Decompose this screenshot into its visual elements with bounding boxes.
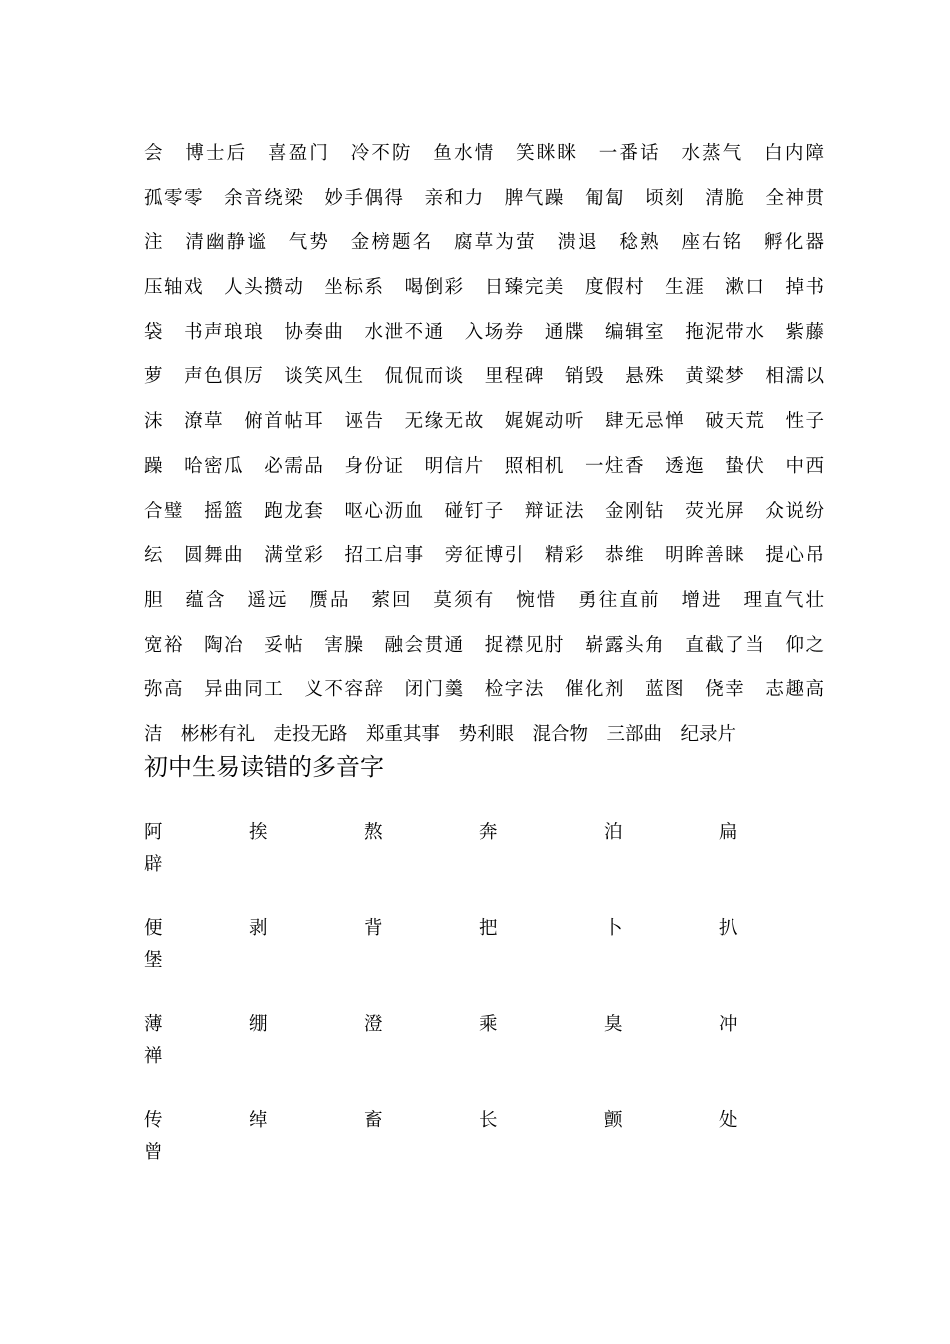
word-line: 躁 哈密瓜 必需品 身份证 明信片 照相机 一炷香 透迤 蛰伏 中西 xyxy=(144,455,824,477)
char-cell: 剥 xyxy=(249,918,268,939)
char-row-extra xyxy=(144,1138,824,1168)
word-line: 弥高 异曲同工 义不容辞 闭门羹 检字法 催化剂 蓝图 侥幸 志趣高 xyxy=(144,679,824,701)
char-cell: 臭 xyxy=(604,1014,623,1035)
char-cell: 绷 xyxy=(249,1014,268,1035)
char-cell: 扁 xyxy=(719,822,738,843)
word-line: 宽裕 陶冶 妥帖 害臊 融会贯通 捉襟见肘 崭露头角 直截了当 仰之 xyxy=(144,634,824,656)
char-group xyxy=(144,818,824,914)
char-cell: 卜 xyxy=(604,918,623,939)
char-cell: 冲 xyxy=(719,1014,738,1035)
word-line: 纭 圆舞曲 满堂彩 招工启事 旁征博引 精彩 恭维 明眸善睐 提心吊 xyxy=(144,545,824,567)
char-cell: 禅 xyxy=(144,1046,163,1067)
section-title: 初中生易读错的多音字 xyxy=(144,753,384,781)
char-cell: 便 xyxy=(144,918,163,939)
word-line: 压轴戏 人头攒动 坐标系 喝倒彩 日臻完美 度假村 生涯 漱口 掉书 xyxy=(144,277,824,299)
char-cell: 畜 xyxy=(364,1110,383,1131)
char-cell: 乘 xyxy=(479,1014,498,1035)
word-line: 会 博士后 喜盈门 冷不防 鱼水情 笑眯眯 一番话 水蒸气 白内障 xyxy=(144,143,824,164)
char-cell: 传 xyxy=(144,1110,163,1131)
char-group xyxy=(144,1106,824,1202)
char-cell: 把 xyxy=(479,918,498,939)
char-cell: 背 xyxy=(364,918,383,939)
char-row xyxy=(144,1106,824,1136)
word-line: 胆 蕴含 遥远 赝品 萦回 莫须有 惋惜 勇往直前 增进 理直气壮 xyxy=(144,589,824,611)
char-cell: 熬 xyxy=(364,822,383,843)
polyphonic-char-grid xyxy=(144,818,824,1202)
char-cell: 奔 xyxy=(479,822,498,843)
char-row xyxy=(144,1010,824,1040)
char-cell: 挨 xyxy=(249,822,268,843)
char-cell: 薄 xyxy=(144,1014,163,1035)
char-group xyxy=(144,1010,824,1106)
char-row xyxy=(144,818,824,848)
word-line: 合璧 摇篮 跑龙套 呕心沥血 碰钉子 辩证法 金刚钻 荧光屏 众说纷 xyxy=(144,500,824,522)
char-cell: 处 xyxy=(719,1110,738,1131)
char-row xyxy=(144,914,824,944)
char-cell: 澄 xyxy=(364,1014,383,1035)
char-cell: 绰 xyxy=(249,1110,268,1131)
char-group xyxy=(144,914,824,1010)
char-cell: 长 xyxy=(479,1110,498,1131)
char-cell: 颤 xyxy=(604,1110,623,1131)
char-row-extra xyxy=(144,850,824,880)
char-cell: 曾 xyxy=(144,1142,163,1163)
word-line: 萝 声色俱厉 谈笑风生 侃侃而谈 里程碑 销毁 悬殊 黄粱梦 相濡以 xyxy=(144,366,824,388)
word-line: 注 清幽静谧 气势 金榜题名 腐草为萤 溃退 稔熟 座右铭 孵化器 xyxy=(144,232,824,254)
char-cell: 泊 xyxy=(604,822,623,843)
word-line: 洁 彬彬有礼 走投无路 郑重其事 势利眼 混合物 三部曲 纪录片 xyxy=(144,723,737,745)
word-line: 孤零零 余音绕梁 妙手偶得 亲和力 脾气躁 匍匐 顷刻 清脆 全神贯 xyxy=(144,187,824,209)
char-cell: 扒 xyxy=(719,918,738,939)
char-row-extra xyxy=(144,946,824,976)
word-list xyxy=(144,140,824,766)
char-cell: 堡 xyxy=(144,950,163,971)
char-cell: 辟 xyxy=(144,854,163,875)
word-line: 沫 潦草 俯首帖耳 诬告 无缘无故 娓娓动听 肆无忌惮 破天荒 性子 xyxy=(144,411,824,433)
char-cell: 阿 xyxy=(144,822,163,843)
char-row-extra xyxy=(144,1042,824,1072)
word-line: 袋 书声琅琅 协奏曲 水泄不通 入场券 通牒 编辑室 拖泥带水 紫藤 xyxy=(144,321,824,343)
